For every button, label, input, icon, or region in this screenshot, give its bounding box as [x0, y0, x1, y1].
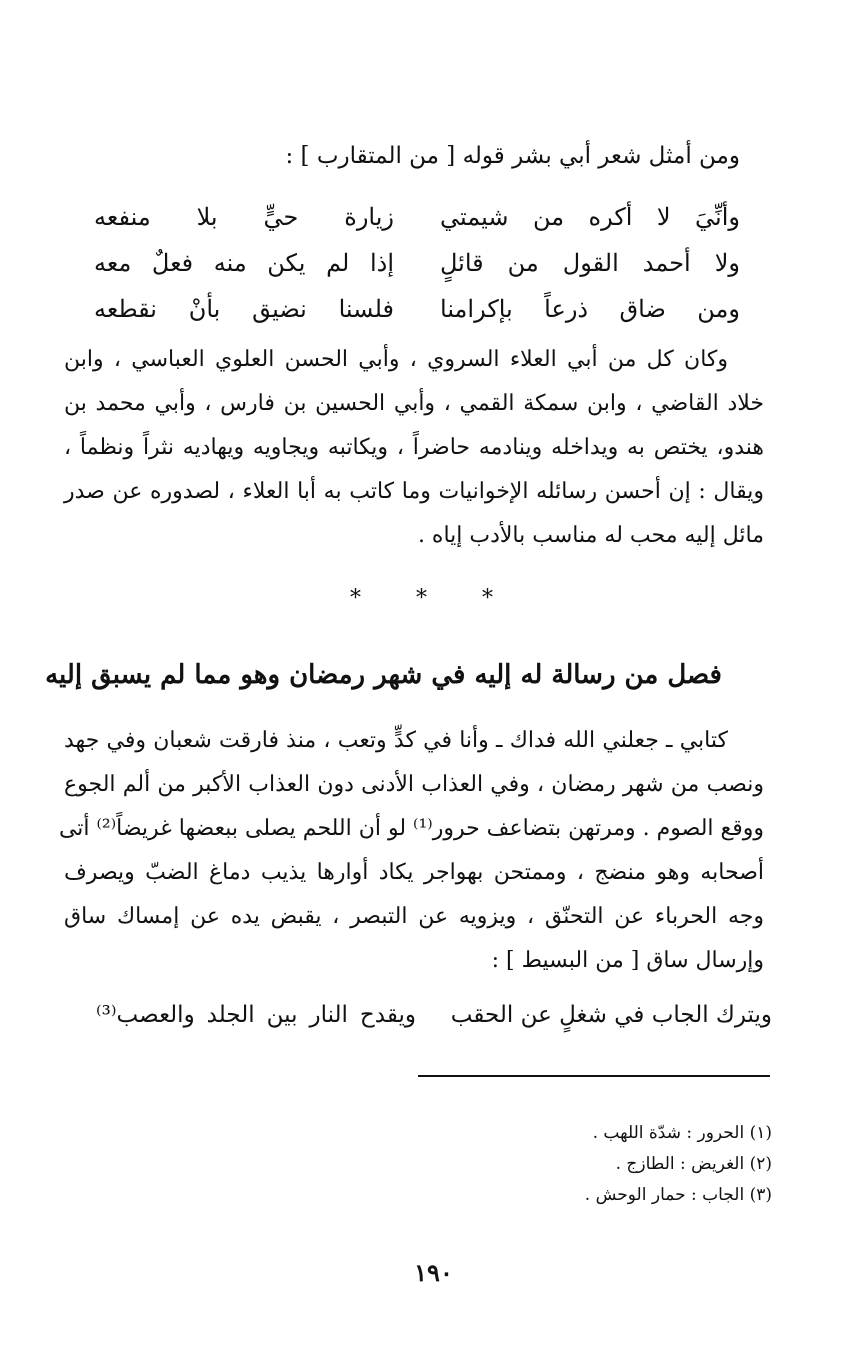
- text-line: ونصب من شهر رمضان ، وفي العذاب الأدنى دون العذاب الأكبر من ألم الجوع: [64, 772, 764, 797]
- verse-first-hemistich: ولا أحمد القول من قائلٍ: [440, 249, 740, 277]
- section-separator: * * *: [350, 586, 517, 611]
- verse-second-hemistich: فلسنا نضيق بأنْ نقطعه: [94, 295, 394, 323]
- text-line: خلاد القاضي ، وابن سمكة القمي ، وأبي الحسين بن فارس ، وأبي محمد بن: [64, 391, 764, 416]
- text-line: مائل إليه محب له مناسب بالأدب إياه .: [417, 523, 764, 548]
- footnote-divider: [418, 1075, 770, 1077]
- verse-first-hemistich: ويترك الجاب في شغلٍ عن الحقب: [450, 1002, 772, 1028]
- verse-second-hemistich: إذا لم يكن منه فعلٌ معه: [94, 249, 394, 277]
- text-line: وجه الحرباء عن التحنّق ، ويزويه عن التبصر ، يقبض يده عن إمساك ساق: [64, 904, 764, 929]
- verse-first-hemistich: ومن ضاق ذرعاً بإكرامنا: [440, 295, 740, 323]
- text-line: هندو، يختص به ويداخله وينادمه حاضراً ، ويكاتبه ويجاويه ويهاديه نثراً ونظماً ،: [64, 435, 764, 460]
- footnote: (١) الحرور : شدّة اللهب .: [592, 1123, 772, 1143]
- section-heading: فصل من رسالة له إليه في شهر رمضان وهو مما لم يسبق إليه: [45, 660, 722, 690]
- text-line: كتابي ـ جعلني الله فداك ـ وأنا في كدٍّ وتعب ، منذ فارقت شعبان وفي جهد: [64, 728, 728, 753]
- verse-line: [94, 194, 740, 240]
- intro-line: ومن أمثل شعر أبي بشر قوله [ من المتقارب ] :: [285, 143, 740, 169]
- paragraph-companions: [64, 338, 764, 558]
- page-number: ١٩٠: [414, 1258, 453, 1287]
- verse-second-hemistich: زيارة حيٍّ بلا منفعه: [94, 203, 394, 231]
- verse-line: [94, 286, 740, 332]
- quoted-verse: [96, 1002, 772, 1028]
- text-line: وإرسال ساق [ من البسيط ] :: [491, 948, 764, 973]
- text-line: وكان كل من أبي العلاء السروي ، وأبي الحسن العلوي العباسي ، وابن: [64, 347, 728, 372]
- verse-first-hemistich: وأنِّيَ لا أكره من شيمتي: [440, 203, 740, 231]
- verse-second-hemistich: ويقدح النار بين الجلد والعصب⁽³⁾: [96, 1002, 416, 1028]
- poem-verses: [94, 194, 740, 332]
- footnote: (٢) الغريض : الطازج .: [615, 1154, 772, 1174]
- text-line: ووقع الصوم . ومرتهن بتضاعف حرور⁽¹⁾ لو أن اللحم يصلى ببعضها غريضاً⁽²⁾ أتى: [58, 816, 764, 841]
- text-line: أصحابه وهو منضج ، وممتحن بهواجر يكاد أوارها يذيب دماغ الضبّ ويصرف: [64, 860, 764, 885]
- paragraph-letter: [58, 719, 764, 983]
- verse-line: [94, 240, 740, 286]
- footnote: (٣) الجاب : حمار الوحش .: [584, 1185, 772, 1205]
- footnotes: [372, 1118, 772, 1211]
- text-line: ويقال : إن أحسن رسائله الإخوانيات وما كاتب به أبا العلاء ، لصدوره عن صدر: [64, 479, 764, 504]
